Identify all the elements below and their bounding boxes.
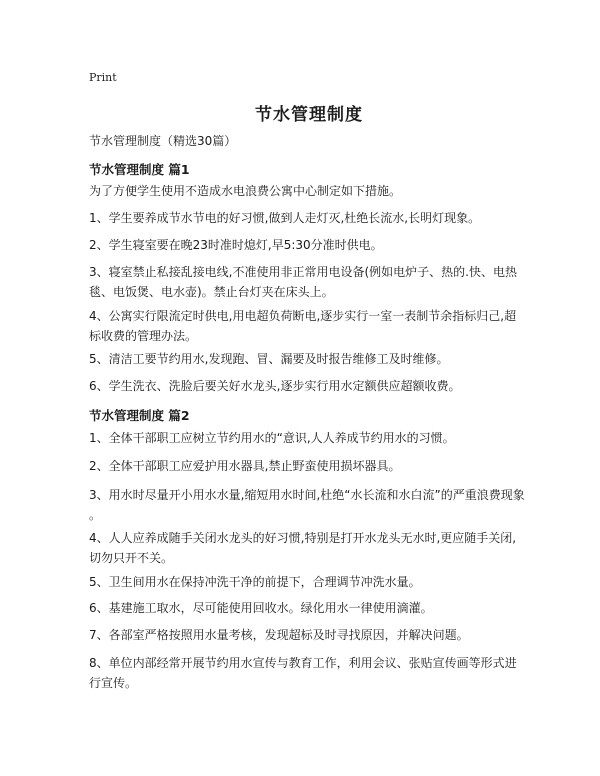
paragraph: 4、人人应养成随手关闭水龙头的好习惯,特别是打开水龙头无水时,更应随手关闭, 切勿只开不关。 (89, 531, 517, 565)
document-subtitle: 节水管理制度（精选30篇） (89, 134, 237, 148)
section-heading-1: 节水管理制度 篇1 (89, 162, 190, 177)
paragraph: 4、公寓实行限流定时供电,用电超负荷断电,逐步实行一室一表制节余指标归己,超 标收费的管理办法。 (89, 309, 517, 343)
paragraph: 7、各部室严格按照用水量考核，发现超标及时寻找原因，并解决问题。 (89, 628, 469, 642)
paragraph: 2、学生寝室要在晚23时准时熄灯,早5:30分准时供电。 (89, 238, 383, 252)
paragraph: 6、学生洗衣、洗脸后要关好水龙头,逐步实行用水定额供应超额收费。 (89, 379, 461, 393)
paragraph: 5、卫生间用水在保持冲洗干净的前提下，合理调节冲洗水量。 (89, 575, 421, 589)
print-label: Print (89, 71, 117, 84)
document-title: 节水管理制度 (255, 105, 363, 125)
paragraph: 3、用水时尽量开小用水水量,缩短用水时间,杜绝“水长流和水白流”的严重浪费现象 。 (89, 488, 525, 522)
section-heading-2: 节水管理制度 篇2 (89, 408, 190, 423)
paragraph: 1、全体干部职工应树立节约用水的“意识,人人养成节约用水的习惯。 (89, 431, 455, 445)
paragraph: 2、全体干部职工应爱护用水器具,禁止野蛮使用损坏器具。 (89, 459, 401, 473)
paragraph: 为了方便学生使用不造成水电浪费公寓中心制定如下措施。 (89, 184, 402, 198)
paragraph: 5、清洁工要节约用水,发现跑、冒、漏要及时报告维修工及时维修。 (89, 352, 449, 366)
paragraph: 3、寝室禁止私接乱接电线,不准使用非正常用电设备(例如电炉子、热的.快、电热 毯、电饭煲、电水壶)。禁止台灯夹在床头上。 (89, 265, 517, 299)
paragraph: 8、单位内部经常开展节约用水宣传与教育工作，利用会议、张贴宣传画等形式进 行宣传。 (89, 656, 517, 690)
paragraph: 6、基建施工取水，尽可能使用回收水。绿化用水一律使用滴灌。 (89, 601, 433, 615)
paragraph: 1、学生要养成节水节电的好习惯,做到人走灯灭,杜绝长流水,长明灯现象。 (89, 211, 481, 225)
